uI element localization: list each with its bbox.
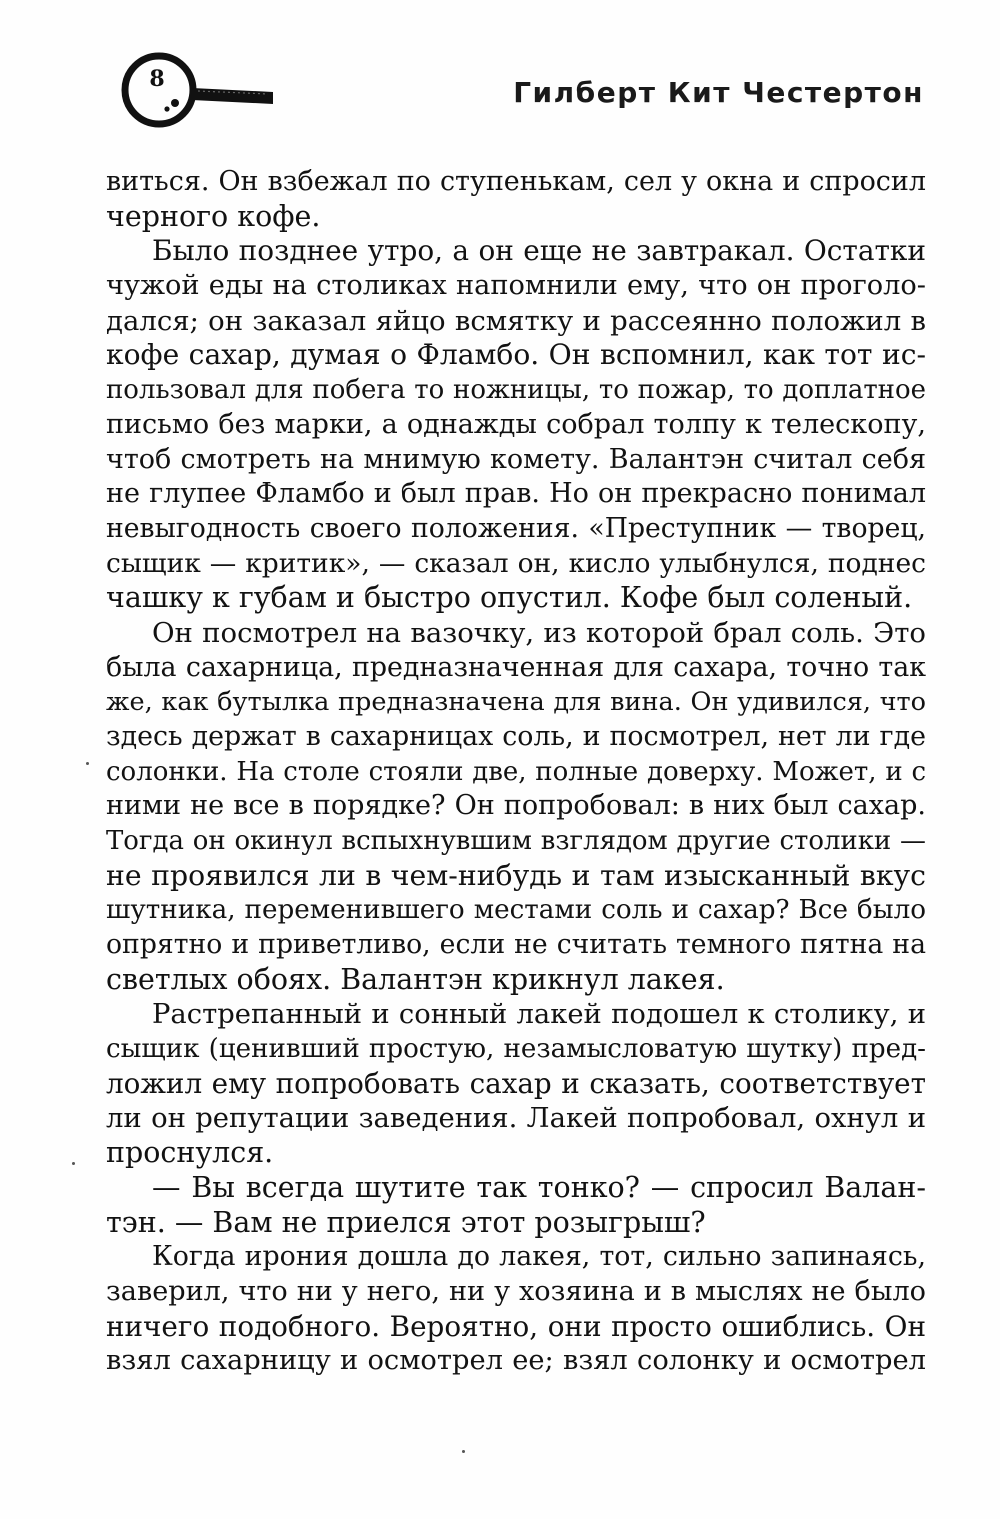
text-line: заверил, что ни у него, ни у хозяина и в мыслях не было — [106, 1276, 926, 1307]
text-line: ложил ему попробовать сахар и сказать, соответствует — [106, 1066, 926, 1100]
text-line: проснулся. — [106, 1136, 274, 1170]
text-line: же, как бутылка предназначена для вина. Он удивился, что — [106, 687, 926, 718]
text-line: опрятно и приветливо, если не считать темного пятна на — [106, 929, 926, 961]
text-line: письмо без марки, а однажды собрал толпу к телескопу, — [106, 408, 926, 440]
scan-speck — [86, 762, 89, 765]
scan-speck — [462, 1450, 465, 1453]
text-line: не глупее Фламбо и был прав. Но он прекрасно понимал — [106, 478, 926, 510]
text-line: черного кофе. — [106, 199, 321, 233]
text-line: Когда ирония дошла до лакея, тот, сильно запинаясь, — [152, 1241, 926, 1273]
text-line: чтоб смотреть на мнимую комету. Валантэн считал себя — [106, 443, 926, 475]
text-line: Было позднее утро, а он еще не завтракал. Остатки — [152, 234, 926, 268]
text-line: здесь держат в сахарницах соль, и посмотрел, нет ли где — [106, 721, 926, 752]
text-line: была сахарница, предназначенная для сахара, точно так — [106, 651, 926, 683]
text-line: ли он репутации заведения. Лакей попробовал, охнул и — [106, 1102, 926, 1134]
text-line: тэн. — Вам не приелся этот розыгрыш? — [106, 1205, 706, 1239]
text-line: чашку к губам и быстро опустил. Кофе был соленый. — [106, 581, 913, 615]
magnifying-glass-icon — [118, 48, 288, 138]
page-number: 8 — [149, 66, 165, 92]
text-line: шутника, переменившего местами соль и сахар? Все было — [106, 895, 926, 926]
text-line: Тогда он окинул вспыхнувшим взглядом другие столики — — [106, 826, 926, 857]
text-line: светлых обоях. Валантэн крикнул лакея. — [106, 962, 725, 996]
text-line: солонки. На столе стояли две, полные доверху. Может, и с — [106, 756, 926, 787]
text-line: не проявился ли в чем-нибудь и там изысканный вкус — [106, 858, 926, 892]
text-line: чужой еды на столиках напомнили ему, что он проголо- — [106, 270, 926, 302]
text-line: дался; он заказал яйцо всмятку и рассеянно положил в — [106, 304, 926, 337]
text-line: — Вы всегда шутите так тонко? — спросил Валан- — [152, 1170, 926, 1204]
text-line: Растрепанный и сонный лакей подошел к столику, и — [152, 998, 926, 1030]
text-line: кофе сахар, думая о Фламбо. Он вспомнил, как тот ис- — [106, 338, 926, 372]
page-header — [0, 0, 1000, 150]
text-line: сыщик — критик», — сказал он, кисло улыбнулся, поднес — [106, 547, 926, 579]
text-line: ними не все в порядке? Он попробовал: в них был сахар. — [106, 790, 926, 822]
text-line: взял сахарницу и осмотрел ее; взял солонку и осмотрел — [106, 1345, 926, 1377]
running-head-author: Гилберт Кит Честертон — [513, 76, 924, 109]
text-line: сыщик (ценивший простую, незамысловатую шутку) пред- — [106, 1034, 926, 1065]
body-text — [106, 165, 926, 1379]
scan-speck — [72, 1162, 75, 1165]
text-line: Он посмотрел на вазочку, из которой брал соль. Это — [152, 616, 926, 649]
text-line: невыгодность своего положения. «Преступник — творец, — [106, 512, 926, 544]
text-line: пользовал для побега то ножницы, то пожар, то доплатное — [106, 375, 926, 406]
text-line: ничего подобного. Вероятно, они просто ошиблись. Он — [106, 1309, 926, 1343]
text-line: виться. Он взбежал по ступенькам, сел у окна и спросил — [106, 166, 926, 197]
